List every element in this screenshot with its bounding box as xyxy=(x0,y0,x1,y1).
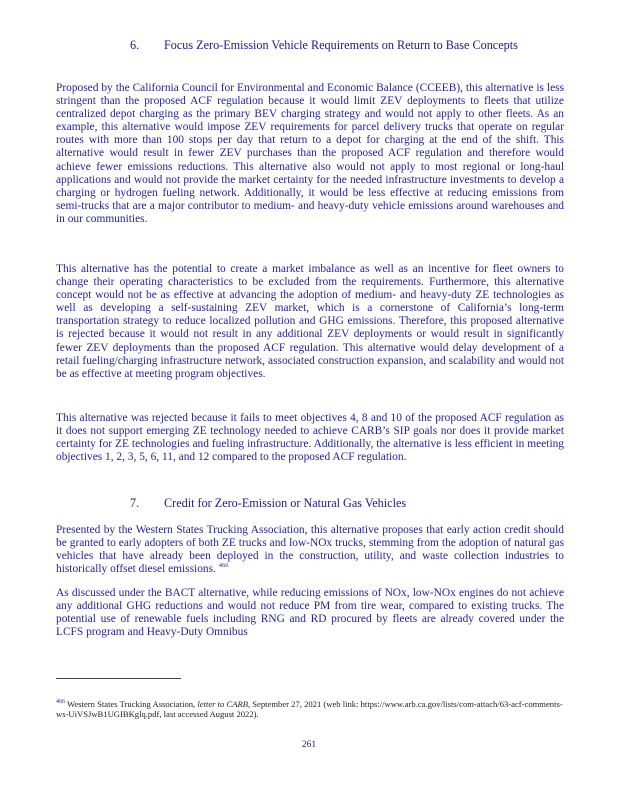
page-number: 261 xyxy=(301,740,317,750)
footnote-divider xyxy=(56,678,181,679)
section-6-title: Focus Zero-Emission Vehicle Requirements on Return to Base Concepts xyxy=(164,38,518,52)
section-7-number: 7. xyxy=(130,496,140,510)
paragraph-3: This alternative was rejected because it fails to meet objectives 4, 8 and 10 of the proposed ACF regulation as it does not support emerging ZE technology needed to achieve CARB’s SIP goals nor does it provide market certainty for ZE technologies and fueling infrastructure. Additionally, the alternative is less efficient in meeting objectives 1, 2, 3, 5, 6, 11, and 12 compared to the proposed ACF regulation. xyxy=(56,412,564,464)
paragraph-4-text: Presented by the Western States Trucking Association, this alternative proposes that early action credit should be granted to early adopters of both ZE trucks and low-NOx trucks, stemming from the adoption of natural gas vehicles that have already been deployed in the construction, utility, and waste collection industries to historically offset diesel emissions. xyxy=(56,524,564,576)
section-7-title: Credit for Zero-Emission or Natural Gas Vehicles xyxy=(164,496,407,510)
footnote-author: Western States Trucking Association, xyxy=(67,698,196,709)
paragraph-4 xyxy=(56,524,564,576)
section-6-number: 6. xyxy=(130,38,140,52)
footnote-number: 466 xyxy=(56,699,65,705)
paragraph-5: As discussed under the BACT alternative, while reducing emissions of NOx, low-NOx engines do not achieve any additional GHG reductions and would not reduce PM from tire wear, compared to existing trucks. The potential use of renewable fuels including RNG and RD procured by fleets are already covered under the LCFS program and Heavy-Duty Omnibus xyxy=(56,587,564,639)
paragraph-1: Proposed by the California Council for Environmental and Economic Balance (CCEEB), this alternative is less stringent than the proposed ACF regulation because it would limit ZEV deployments to fleets that utilize centralized depot charging as the primary BEV charging strategy and would not apply to other fleets. As an example, this alternative would impose ZEV requirements for parcel delivery trucks that operate on regular routes with more than 100 stops per day that return to a depot for charging at the end of the shift. This alternative would result in fewer ZEV purchases than the proposed ACF regulation and therefore would achieve fewer emissions reductions. This alternative also would not apply to most regional or long-haul applications and would not provide the market certainty for the needed infrastructure investments to develop a charging or hydrogen fueling network. Additionally, it would be less effective at reducing emissions from semi-trucks that are a major contributor to medium- and heavy-duty vehicle emissions around warehouses and in our communities. xyxy=(56,82,564,225)
footnote-466 xyxy=(56,697,564,720)
footnote-ref-466[interactable]: 466 xyxy=(218,562,229,570)
paragraph-2: This alternative has the potential to create a market imbalance as well as an incentive for fleet owners to change their operating characteristics to be excluded from the requirements. Furthermore, this alternative concept would not be as effective at advancing the adoption of medium- and heavy-duty ZE technologies as well as developing a self-sustaining ZEV market, which is a cornerstone of California’s long-term transportation strategy to reduce localized pollution and GHG emissions. Therefore, this proposed alternative is rejected because it would not result in any additional ZEV deployments or would result in significantly fewer ZEV deployments than the proposed ACF regulation. This alternative would delay development of a retail fueling/charging infrastructure network, associated construction expansion, and scalability and would not be as effective at meeting program objectives. xyxy=(56,263,564,380)
footnote-title: letter to CARB xyxy=(197,698,248,709)
footnote-details: , September 27, 2021 (web link: https://www.arb.ca.gov/lists/com-attach/63-acf-comments-ws-UiVSJwB1UGIBKglq.pdf, last accessed August 2022). xyxy=(56,698,563,720)
